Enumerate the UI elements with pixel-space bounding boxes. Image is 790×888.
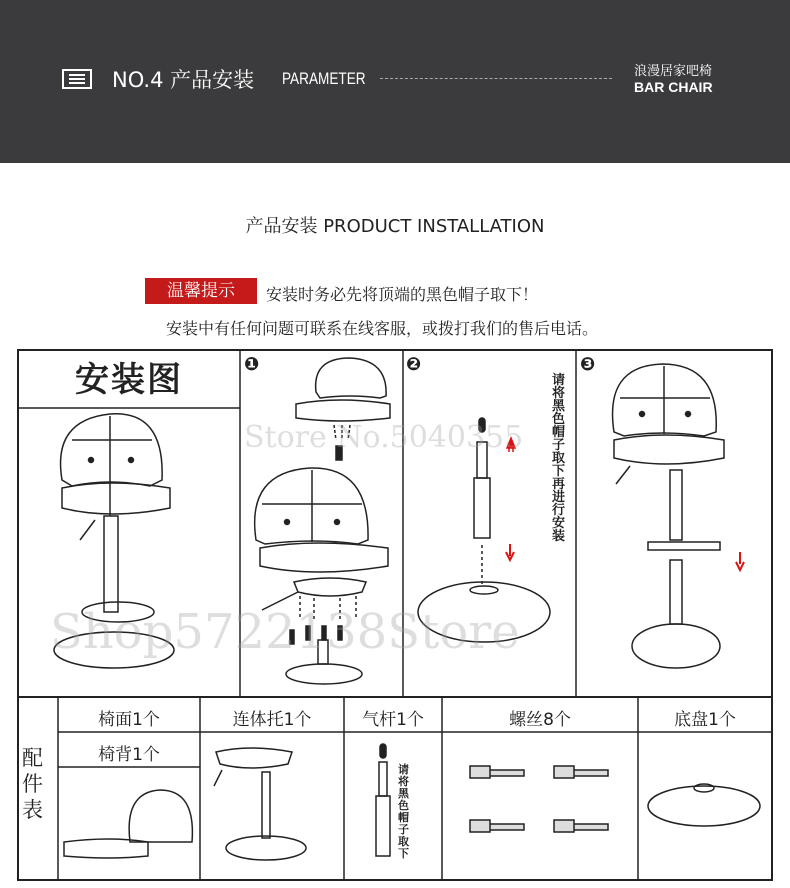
step1-number: ❶ xyxy=(244,354,260,375)
watermark-shop: Shop5722138Store xyxy=(50,604,520,660)
part-screws: 螺丝8个 xyxy=(509,710,571,730)
brand-cn: 浪漫居家吧椅 xyxy=(634,64,713,79)
part-base: 底盘1个 xyxy=(674,710,736,730)
step2-note: 请将黑色帽子取下再进行安装 xyxy=(552,373,566,544)
header-title: NO.4 产品安装 xyxy=(112,68,255,92)
parts-table-label: 配件表 xyxy=(22,746,43,822)
step3-illustration xyxy=(613,364,744,668)
tip-line-1: 安装时务必先将顶端的黑色帽子取下！ xyxy=(266,285,539,304)
section-title: 产品安装 PRODUCT INSTALLATION xyxy=(245,216,545,237)
part-back: 椅背1个 xyxy=(98,745,160,765)
part-bracket: 连体托1个 xyxy=(232,710,312,730)
part-gas-lift: 气杆1个 xyxy=(362,710,424,730)
step2-number: ❷ xyxy=(406,354,422,375)
tip-line-2: 安装中有任何问题可联系在线客服，或拨打我们的售后电话。 xyxy=(166,319,599,338)
tip-badge: 温馨提示 xyxy=(145,278,257,304)
diagram-title: 安装图 xyxy=(75,360,183,400)
gas-note: 请将黑色帽子取下 xyxy=(398,763,409,860)
header-subtitle: PARAMETER xyxy=(282,69,366,88)
part-seat: 椅面1个 xyxy=(98,710,160,730)
brand-en: BAR CHAIR xyxy=(634,79,713,95)
step3-number: ❸ xyxy=(580,354,596,375)
watermark-store: Store No.5040355 xyxy=(244,420,524,455)
